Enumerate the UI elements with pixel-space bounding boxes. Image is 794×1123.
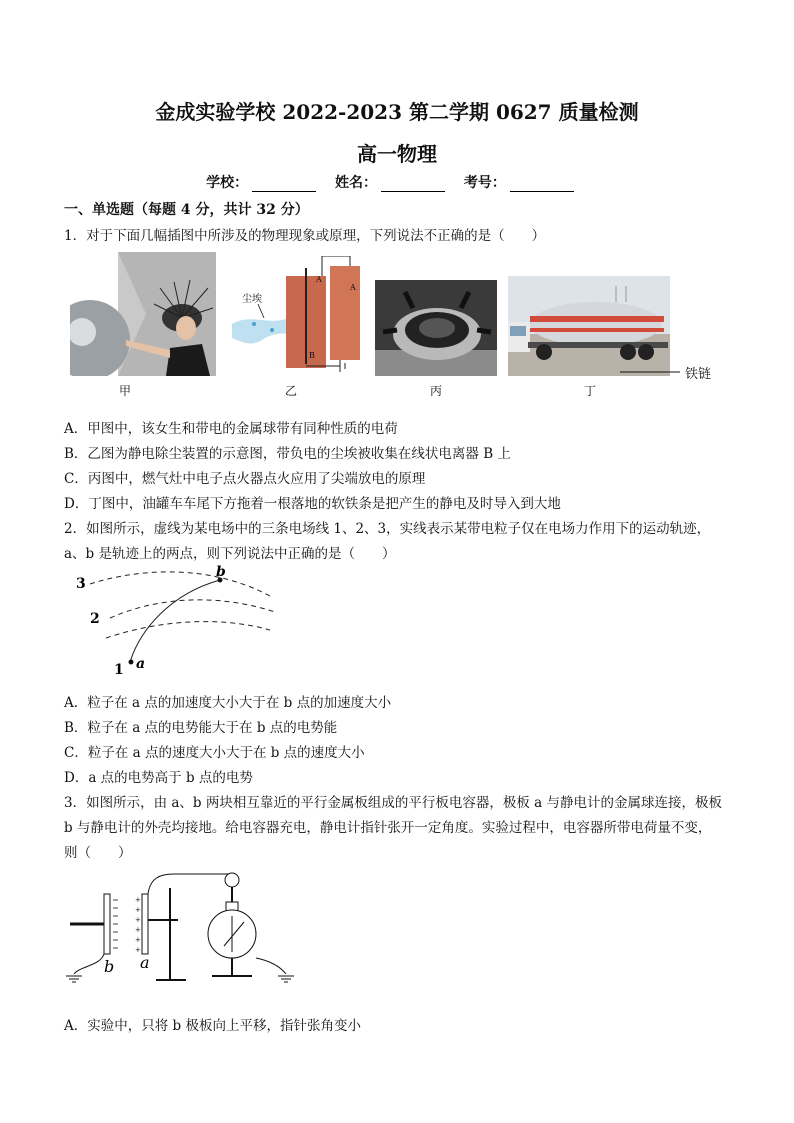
q1-caption-ding: 丁 bbox=[583, 384, 596, 398]
q1-option-a[interactable]: A．甲图中，该女生和带电的金属球带有同种性质的电荷 bbox=[64, 421, 398, 437]
exam-no-label: 考号： bbox=[463, 175, 506, 191]
q1-stem: 1．对于下面几幅插图中所涉及的物理现象或原理，下列说法不正确的是（ ） bbox=[64, 228, 546, 244]
svg-text:+: + bbox=[135, 936, 141, 944]
svg-text:+: + bbox=[135, 926, 141, 934]
q2-option-b[interactable]: B．粒子在 a 点的电势能大于在 b 点的电势能 bbox=[64, 720, 338, 736]
school-label: 学校： bbox=[206, 175, 249, 191]
school-blank[interactable] bbox=[252, 177, 316, 192]
line-1-label: 1 bbox=[114, 662, 124, 675]
svg-text:+: + bbox=[135, 906, 141, 914]
line-3-label: 3 bbox=[76, 576, 86, 592]
q1-fig-jia bbox=[70, 252, 216, 376]
svg-text:+: + bbox=[135, 896, 141, 904]
point-b-label: b bbox=[216, 564, 226, 580]
chain-leader-line bbox=[620, 352, 682, 376]
q3-stem-line1: 3．如图所示，由 a、b 两块相互靠近的平行金属板组成的平行板电容器，极板 a 与静电计的金属球连接，极板 bbox=[64, 795, 722, 811]
exam-subtitle: 高一物理 bbox=[357, 142, 437, 166]
section-title: 一、单选题（每题 4 分，共计 32 分） bbox=[64, 202, 309, 218]
q2-option-c[interactable]: C．粒子在 a 点的速度大小大于在 b 点的速度大小 bbox=[64, 745, 365, 761]
q3-stem-line2: b 与静电计的外壳均接地。给电容器充电，静电计指针张开一定角度。实验过程中，电容器所带电荷量不变， bbox=[64, 820, 712, 836]
q2-field-diagram bbox=[70, 560, 280, 675]
wire-b-label: B bbox=[309, 351, 315, 360]
plate-b-label: b bbox=[104, 957, 115, 976]
chain-label: 铁链 bbox=[684, 367, 711, 382]
dust-label: 尘埃 bbox=[242, 294, 262, 305]
point-a-label: a bbox=[136, 656, 146, 672]
q3-option-a[interactable]: A．实验中，只将 b 极板向上平移，指针张角变小 bbox=[64, 1018, 361, 1034]
plate-a-label: A bbox=[350, 283, 356, 292]
name-blank[interactable] bbox=[381, 177, 445, 192]
q2-stem-line1: 2．如图所示，虚线为某电场中的三条电场线 1、2、3，实线表示某带电粒子仅在电场力作用下的运动轨迹， bbox=[64, 521, 711, 537]
q2-stem-line2: a、b 是轨迹上的两点，则下列说法中正确的是（ ） bbox=[64, 546, 396, 562]
exam-no-blank[interactable] bbox=[510, 177, 574, 192]
q1-caption-jia: 甲 bbox=[118, 384, 131, 398]
plate-a-label: a bbox=[140, 953, 150, 972]
line-2-label: 2 bbox=[90, 611, 100, 627]
q1-option-c[interactable]: C．丙图中，燃气灶中电子点火器点火应用了尖端放电的原理 bbox=[64, 471, 426, 487]
plate-a-label-2: A bbox=[316, 275, 322, 284]
q2-option-d[interactable]: D．a 点的电势高于 b 点的电势 bbox=[64, 770, 253, 786]
q1-caption-yi: 乙 bbox=[284, 384, 297, 398]
q1-fig-bing bbox=[375, 280, 497, 376]
q3-stem-line3: 则（ ） bbox=[64, 845, 132, 861]
exam-title: 金成实验学校 2022-2023 第二学期 0627 质量检测 bbox=[155, 100, 639, 124]
q3-capacitor-diagram bbox=[60, 868, 300, 994]
svg-text:+: + bbox=[135, 916, 141, 924]
q1-fig-yi bbox=[232, 256, 367, 380]
q1-option-b[interactable]: B．乙图为静电除尘装置的示意图，带负电的尘埃被收集在线状电离器 B 上 bbox=[64, 446, 511, 462]
svg-text:+: + bbox=[135, 946, 141, 954]
q1-caption-bing: 丙 bbox=[429, 384, 442, 398]
q2-option-a[interactable]: A．粒子在 a 点的加速度大小大于在 b 点的加速度大小 bbox=[64, 695, 392, 711]
name-label: 姓名： bbox=[335, 175, 377, 191]
student-info-row bbox=[0, 172, 794, 192]
q1-option-d[interactable]: D．丁图中，油罐车车尾下方拖着一根落地的软铁条是把产生的静电及时导入到大地 bbox=[64, 496, 561, 512]
